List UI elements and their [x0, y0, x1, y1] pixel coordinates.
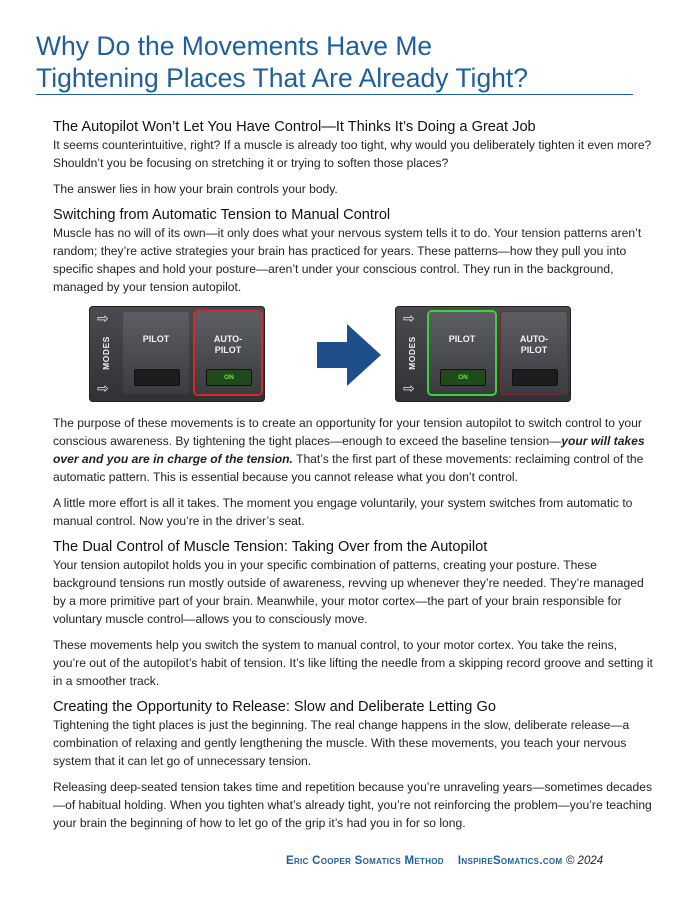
article-body	[53, 118, 653, 840]
paragraph: Releasing deep-seated tension takes time and repetition because you’re unraveling years—sometimes decades—of habitual holding. When you tighten what’s already tight, you’re not reinforcing the problem—you’re teaching your brain the beginning of how to let go of the grip it’s had you in for so long.	[53, 780, 652, 830]
paragraph: The answer lies in how your brain controls your body.	[53, 182, 338, 196]
section-heading-switching: Switching from Automatic Tension to Manual Control	[53, 207, 391, 223]
title-line-1: Why Do the Movements Have Me	[36, 31, 433, 61]
page-title	[36, 30, 666, 95]
autopilot-label	[501, 334, 567, 356]
autopilot-button	[195, 312, 261, 394]
control-panel-after	[395, 306, 571, 402]
autopilot-label-line-1: AUTO-	[213, 334, 243, 344]
modes-arrow-icon: ⇨	[97, 381, 109, 397]
autopilot-label	[195, 334, 261, 356]
footer-site-link[interactable]: InspireSomatics.com	[457, 855, 563, 867]
paragraph: Your tension autopilot holds you in your specific combination of patterns, creating your posture. These background tensions run mostly outside of awareness, revving up whenever they’re needed. They’re managed by a more primitive part of your brain. Meanwhile, your motor cortex—the part of your brain responsible for voluntary muscle control—allows you to consciously move.	[53, 558, 644, 626]
pilot-label: PILOT	[142, 334, 170, 344]
section-heading-autopilot: The Autopilot Won’t Let You Have Control—It Thinks It’s Doing a Great Job	[53, 119, 536, 135]
autopilot-indicator	[512, 369, 558, 386]
pilot-button	[429, 312, 495, 394]
pilot-indicator	[134, 369, 180, 386]
modes-arrow-icon: ⇨	[97, 311, 109, 327]
paragraph: A little more effort is all it takes. The moment you engage voluntarily, your system switches from automatic to manual control. Now you’re in the driver’s seat.	[53, 496, 633, 528]
control-panel-before	[89, 306, 265, 402]
paragraph-text: That’s the first part of these movements: reclaiming control of the automatic pattern. This is essential because you cannot release what you don’t control.	[53, 452, 644, 484]
section-heading-release: Creating the Opportunity to Release: Slow and Deliberate Letting Go	[53, 699, 496, 715]
modes-arrow-icon: ⇨	[403, 311, 415, 327]
paragraph: It seems counterintuitive, right? If a muscle is already too tight, why would you deliberately tighten it even more? Shouldn’t you be focusing on stretching it or trying to soften those places?	[53, 138, 652, 170]
right-arrow-icon	[317, 324, 381, 386]
pilot-on-indicator: ON	[440, 369, 486, 386]
paragraph-text: The purpose of these movements is to create an opportunity for your tension autopilot to switch control to your conscious awareness. By tightening the tight places—enough to exceed the baseline tension—	[53, 416, 642, 448]
emphasis-text: your will takes over and you are in charge of the tension.	[53, 434, 645, 466]
pilot-label: PILOT	[448, 334, 476, 344]
section-heading-dual-control: The Dual Control of Muscle Tension: Taking Over from the Autopilot	[53, 539, 488, 555]
footer-copyright: © 2024	[565, 855, 604, 867]
autopilot-label-line-1: AUTO-	[519, 334, 549, 344]
autopilot-label-line-2: PILOT	[520, 345, 548, 355]
modes-column	[401, 312, 423, 396]
footer-brand: Eric Cooper Somatics Method	[286, 855, 444, 867]
modes-label: MODES	[407, 336, 417, 370]
autopilot-button	[501, 312, 567, 394]
modes-column	[95, 312, 117, 396]
paragraph	[53, 414, 653, 486]
title-line-2: Tightening Places That Are Already Tight?	[36, 62, 633, 95]
footer	[286, 855, 603, 867]
paragraph: Tightening the tight places is just the beginning. The real change happens in the slow, deliberate release—a combination of relaxing and gently lengthening the muscle. With these movements, you teach your nervous system that it can let go of unnecessary tension.	[53, 718, 630, 768]
mode-switch-figure	[89, 306, 649, 410]
autopilot-on-indicator: ON	[206, 369, 252, 386]
paragraph: These movements help you switch the system to manual control, to your motor cortex. You take the reins, you’re out of the autopilot’s habit of tension. It’s like lifting the needle from a skipping record groove and setting it in a smoother track.	[53, 638, 653, 688]
autopilot-label-line-2: PILOT	[214, 345, 242, 355]
modes-label: MODES	[101, 336, 111, 370]
paragraph: Muscle has no will of its own—it only does what your nervous system tells it to do. Your tension patterns aren’t random; they’re active strategies your brain has practiced for years. These patterns—how they pull you into specific shapes and hold your posture—aren’t under your conscious control. They run in the background, managed by your tension autopilot.	[53, 226, 642, 294]
pilot-button	[123, 312, 189, 394]
modes-arrow-icon: ⇨	[403, 381, 415, 397]
